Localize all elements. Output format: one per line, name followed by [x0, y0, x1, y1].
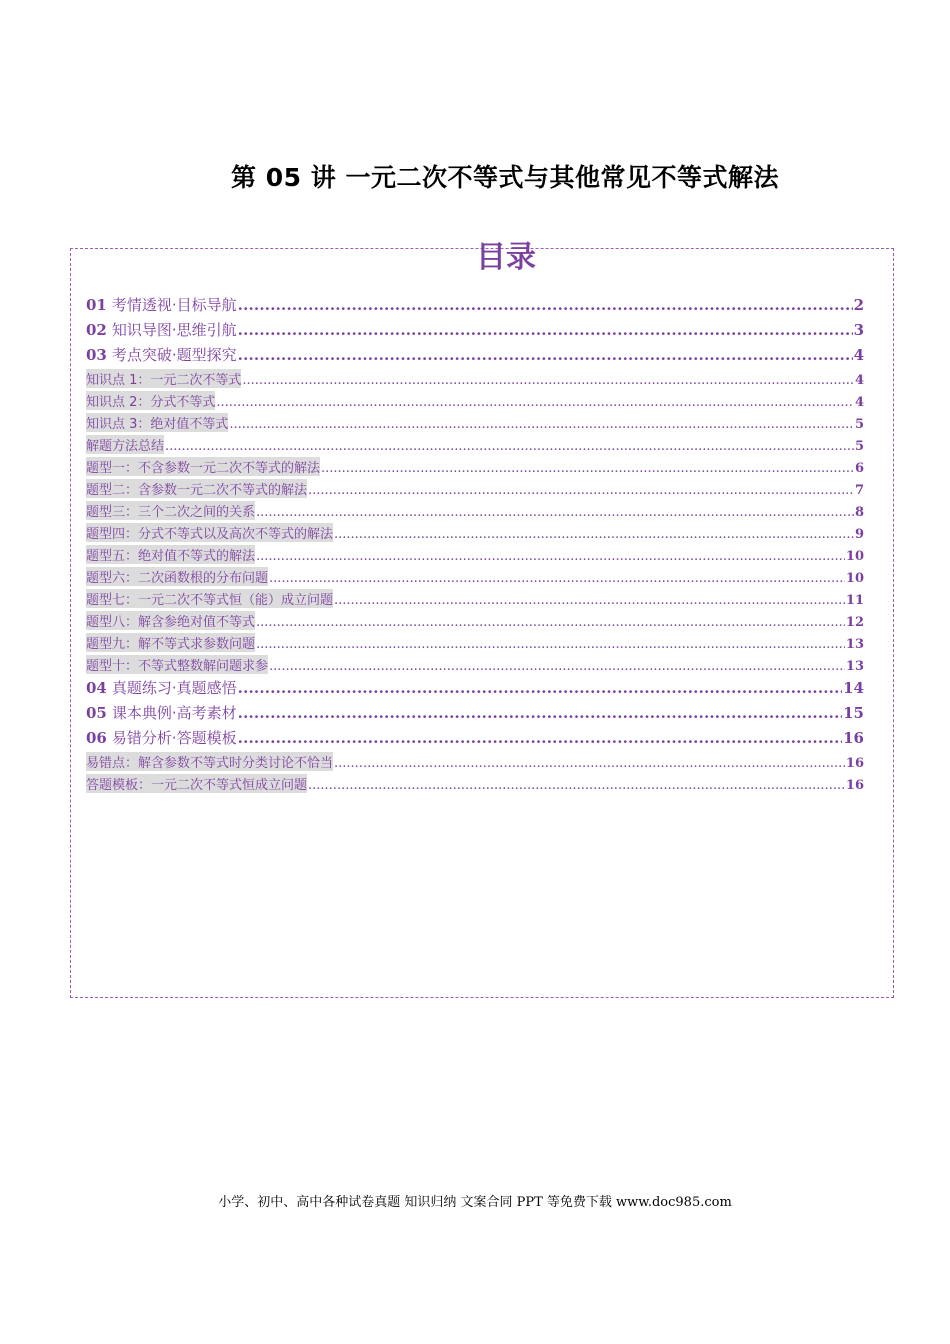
toc-entry-page: 14	[843, 679, 864, 697]
toc-dot-leader	[256, 549, 845, 564]
toc-entry-page: 10	[845, 571, 864, 586]
toc-dot-leader	[229, 417, 854, 432]
toc-entry[interactable]	[86, 655, 864, 677]
toc-entry-label: 题型五：绝对值不等式的解法	[86, 545, 255, 564]
toc-entry[interactable]	[86, 677, 864, 702]
toc-entry[interactable]	[86, 611, 864, 633]
toc-entry-number: 02	[86, 321, 107, 339]
toc-entry[interactable]	[86, 319, 864, 344]
toc-entry[interactable]	[86, 589, 864, 611]
toc-entry[interactable]	[86, 545, 864, 567]
toc-entry[interactable]	[86, 501, 864, 523]
toc-entry-label: 题型八：解含参绝对值不等式	[86, 611, 255, 630]
toc-entry[interactable]	[86, 774, 864, 796]
toc-entry-label: 易错点：解含参数不等式时分类讨论不恰当	[86, 752, 333, 771]
toc-entry-label: 知识点 3：绝对值不等式	[86, 413, 228, 432]
toc-dot-leader	[165, 439, 854, 454]
toc-entry[interactable]	[86, 435, 864, 457]
toc-dot-leader	[238, 296, 853, 314]
toc-entry-page: 3	[853, 321, 864, 339]
toc-dot-leader	[216, 395, 854, 410]
toc-entry-label: 解题方法总结	[86, 435, 164, 454]
toc-entry-number: 06	[86, 729, 107, 747]
toc-entry[interactable]	[86, 752, 864, 774]
toc-entry-page: 13	[845, 637, 864, 652]
toc-entry-page: 8	[854, 505, 864, 520]
toc-entry-page: 16	[845, 778, 864, 793]
toc-dot-leader	[256, 637, 845, 652]
toc-dot-leader	[334, 756, 845, 771]
toc-dot-leader	[256, 505, 854, 520]
toc-entry-page: 13	[845, 659, 864, 674]
toc-entry-page: 15	[843, 704, 864, 722]
toc-entry-label: 易错分析·答题模板	[111, 729, 237, 747]
toc-entry-page: 4	[854, 395, 864, 410]
toc-dot-leader	[308, 778, 845, 793]
toc-entry-number: 01	[86, 296, 107, 314]
toc-entry[interactable]	[86, 391, 864, 413]
toc-entry[interactable]	[86, 369, 864, 391]
toc-entry-page: 12	[845, 615, 864, 630]
toc-list	[86, 294, 864, 796]
toc-dot-leader	[238, 321, 853, 339]
toc-dot-leader	[242, 373, 854, 388]
toc-entry-label: 题型三：三个二次之间的关系	[86, 501, 255, 520]
toc-dot-leader	[238, 729, 842, 747]
toc-entry-label: 知识导图·思维引航	[111, 321, 237, 339]
toc-entry-page: 10	[845, 549, 864, 564]
toc-entry-page: 5	[854, 439, 864, 454]
toc-entry-page: 11	[845, 593, 864, 608]
toc-entry-number: 04	[86, 679, 107, 697]
toc-entry-label: 题型十：不等式整数解问题求参	[86, 655, 268, 674]
toc-entry-label: 题型六：二次函数根的分布问题	[86, 567, 268, 586]
toc-entry-page: 5	[854, 417, 864, 432]
toc-entry[interactable]	[86, 523, 864, 545]
toc-entry-label: 题型二：含参数一元二次不等式的解法	[86, 479, 307, 498]
toc-dot-leader	[269, 571, 845, 586]
toc-dot-leader	[238, 704, 842, 722]
toc-entry-page: 4	[853, 346, 864, 364]
toc-entry-label: 题型九：解不等式求参数问题	[86, 633, 255, 652]
toc-dot-leader	[269, 659, 845, 674]
toc-entry-label: 题型四：分式不等式以及高次不等式的解法	[86, 523, 333, 542]
toc-entry[interactable]	[86, 457, 864, 479]
toc-entry-label: 考情透视·目标导航	[111, 296, 237, 314]
toc-dot-leader	[308, 483, 854, 498]
toc-entry-page: 7	[854, 483, 864, 498]
toc-entry-label: 题型七：一元二次不等式恒（能）成立问题	[86, 589, 333, 608]
toc-entry-label: 真题练习·真题感悟	[111, 679, 237, 697]
toc-entry-label: 答题模板：一元二次不等式恒成立问题	[86, 774, 307, 793]
footer-text: 小学、初中、高中各种试卷真题 知识归纳 文案合同 PPT 等免费下载 www.doc985.com	[218, 1195, 732, 1210]
toc-dot-leader	[256, 615, 845, 630]
toc-dot-leader	[238, 346, 853, 364]
toc-entry[interactable]	[86, 633, 864, 655]
toc-entry[interactable]	[86, 702, 864, 727]
toc-entry-number: 05	[86, 704, 107, 722]
toc-entry-page: 2	[853, 296, 864, 314]
toc-entry-number: 03	[86, 346, 107, 364]
toc-entry[interactable]	[86, 479, 864, 501]
toc-entry[interactable]	[86, 567, 864, 589]
toc-entry-page: 16	[845, 756, 864, 771]
toc-entry-page: 6	[854, 461, 864, 476]
toc-entry[interactable]	[86, 344, 864, 369]
toc-entry-label: 题型一：不含参数一元二次不等式的解法	[86, 457, 320, 476]
toc-dot-leader	[238, 679, 842, 697]
toc-entry[interactable]	[86, 413, 864, 435]
page-title: 第 05 讲 一元二次不等式与其他常见不等式解法	[231, 163, 779, 192]
toc-entry-label: 考点突破·题型探究	[111, 346, 237, 364]
toc-entry-page: 9	[854, 527, 864, 542]
toc-dot-leader	[334, 527, 854, 542]
toc-heading: 目录	[476, 240, 536, 275]
toc-entry-page: 4	[854, 373, 864, 388]
toc-entry[interactable]	[86, 727, 864, 752]
toc-entry-label: 知识点 1：一元二次不等式	[86, 369, 241, 388]
toc-dot-leader	[334, 593, 845, 608]
toc-entry-label: 课本典例·高考素材	[111, 704, 237, 722]
toc-entry-label: 知识点 2：分式不等式	[86, 391, 215, 410]
toc-entry-page: 16	[843, 729, 864, 747]
toc-entry[interactable]	[86, 294, 864, 319]
toc-dot-leader	[321, 461, 854, 476]
